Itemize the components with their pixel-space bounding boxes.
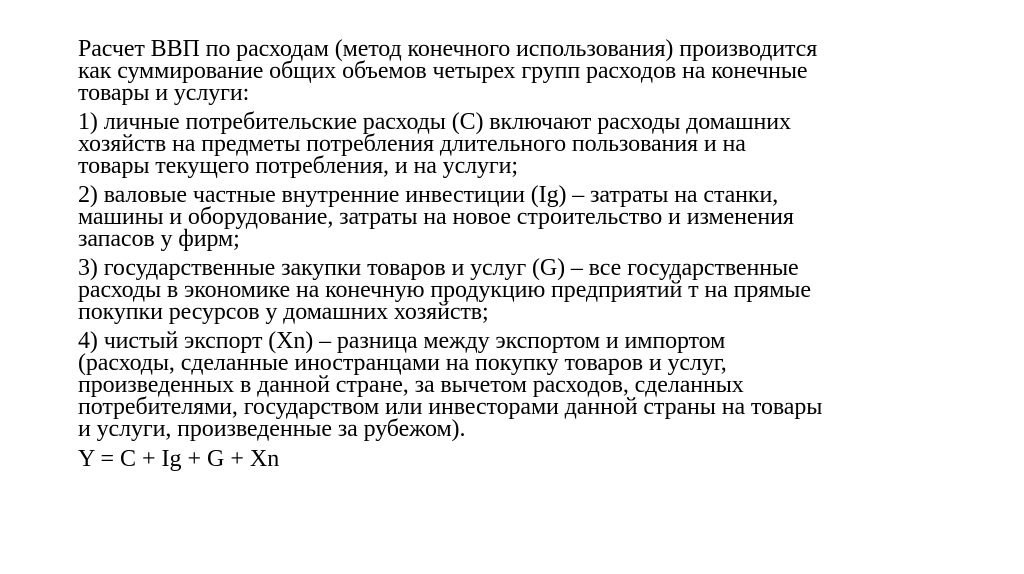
text-line: товары текущего потребления, и на услуги; xyxy=(78,153,518,179)
gdp-formula: Y = С + Ig + G + Xn xyxy=(78,446,280,472)
text-line: 2) валовые частные внутренние инвестиции (Ig) – затраты на станки, xyxy=(78,182,779,208)
text-line: 3) государственные закупки товаров и услуг (G) – все государственные xyxy=(78,255,799,281)
text-line: хозяйств на предметы потребления длительного пользования и на xyxy=(78,131,746,157)
paragraph-consumption xyxy=(78,111,978,177)
paragraph-government xyxy=(78,257,978,323)
slide-content xyxy=(78,38,978,471)
paragraph-intro xyxy=(78,38,978,104)
text-line: Расчет ВВП по расходам (метод конечного использования) производится xyxy=(78,36,818,62)
text-line: покупки ресурсов у домашних хозяйств; xyxy=(78,299,489,325)
text-line: машины и оборудование, затраты на новое строительство и изменения xyxy=(78,204,794,230)
paragraph-net-export xyxy=(78,330,978,440)
text-line: товары и услуги: xyxy=(78,80,250,106)
text-line: произведенных в данной стране, за вычетом расходов, сделанных xyxy=(78,372,744,398)
text-line: запасов у фирм; xyxy=(78,226,240,252)
text-line: расходы в экономике на конечную продукцию предприятий т на прямые xyxy=(78,277,811,303)
text-line: (расходы, сделанные иностранцами на покупку товаров и услуг, xyxy=(78,350,727,376)
text-line: потребителями, государством или инвесторами данной страны на товары xyxy=(78,394,823,420)
text-line: 1) личные потребительские расходы (С) включают расходы домашних xyxy=(78,109,791,135)
text-line: и услуги, произведенные за рубежом). xyxy=(78,416,466,442)
text-line: 4) чистый экспорт (Xn) – разница между экспортом и импортом xyxy=(78,328,726,354)
paragraph-investment xyxy=(78,184,978,250)
text-line: как суммирование общих объемов четырех групп расходов на конечные xyxy=(78,58,808,84)
